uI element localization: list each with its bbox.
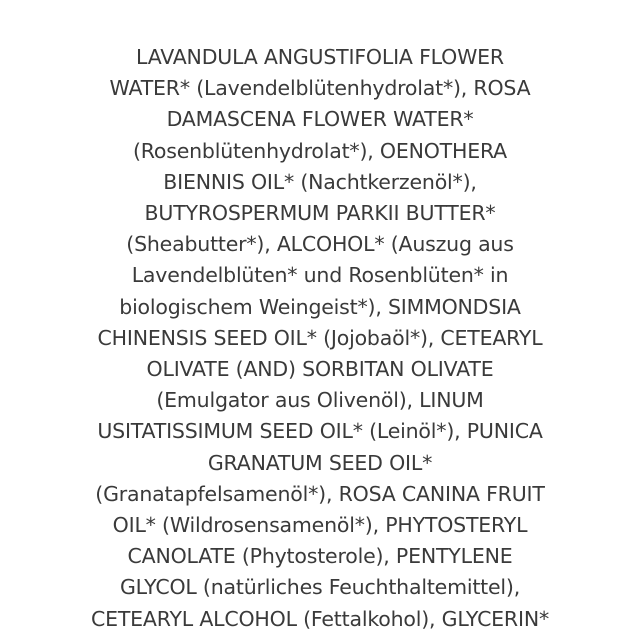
ingredient-line: WATER* (Lavendelblütenhydrolat*), ROSA — [109, 76, 531, 101]
ingredient-line: GRANATUM SEED OIL* — [207, 450, 433, 475]
ingredient-line: (Granatapfelsamenöl*), ROSA CANINA FRUIT — [95, 481, 545, 506]
ingredient-list — [0, 42, 640, 635]
ingredient-line: (Emulgator aus Olivenöl), LINUM — [156, 388, 484, 413]
ingredient-line: CHINENSIS SEED OIL* (Jojobaöl*), CETEARYL — [97, 325, 543, 350]
ingredient-line: biologischem Weingeist*), SIMMONDSIA — [119, 294, 521, 319]
ingredient-line: LAVANDULA ANGUSTIFOLIA FLOWER — [136, 45, 504, 69]
ingredient-line: CANOLATE (Phytosterole), PENTYLENE — [127, 544, 513, 569]
ingredient-line: (Rosenblütenhydrolat*), OENOTHERA — [132, 138, 507, 163]
ingredient-line: (Sheabutter*), ALCOHOL* (Auszug aus — [126, 232, 514, 257]
ingredient-line: BUTYROSPERMUM PARKII BUTTER* — [144, 201, 496, 226]
ingredient-line: OIL* (Wildrosensamenöl*), PHYTOSTERYL — [112, 513, 528, 538]
ingredient-line: CETEARYL ALCOHOL (Fettalkohol), GLYCERIN* — [90, 606, 550, 631]
ingredient-line: Lavendelblüten* und Rosenblüten* in — [131, 263, 509, 288]
ingredient-line: GLYCOL (natürliches Feuchthaltemittel), — [119, 575, 521, 600]
ingredient-line: BIENNIS OIL* (Nachtkerzenöl*), — [163, 169, 477, 194]
ingredient-line: DAMASCENA FLOWER WATER* — [166, 107, 474, 132]
ingredient-line: USITATISSIMUM SEED OIL* (Leinöl*), PUNICA — [97, 419, 543, 444]
ingredient-line: OLIVATE (AND) SORBITAN OLIVATE — [146, 357, 494, 382]
